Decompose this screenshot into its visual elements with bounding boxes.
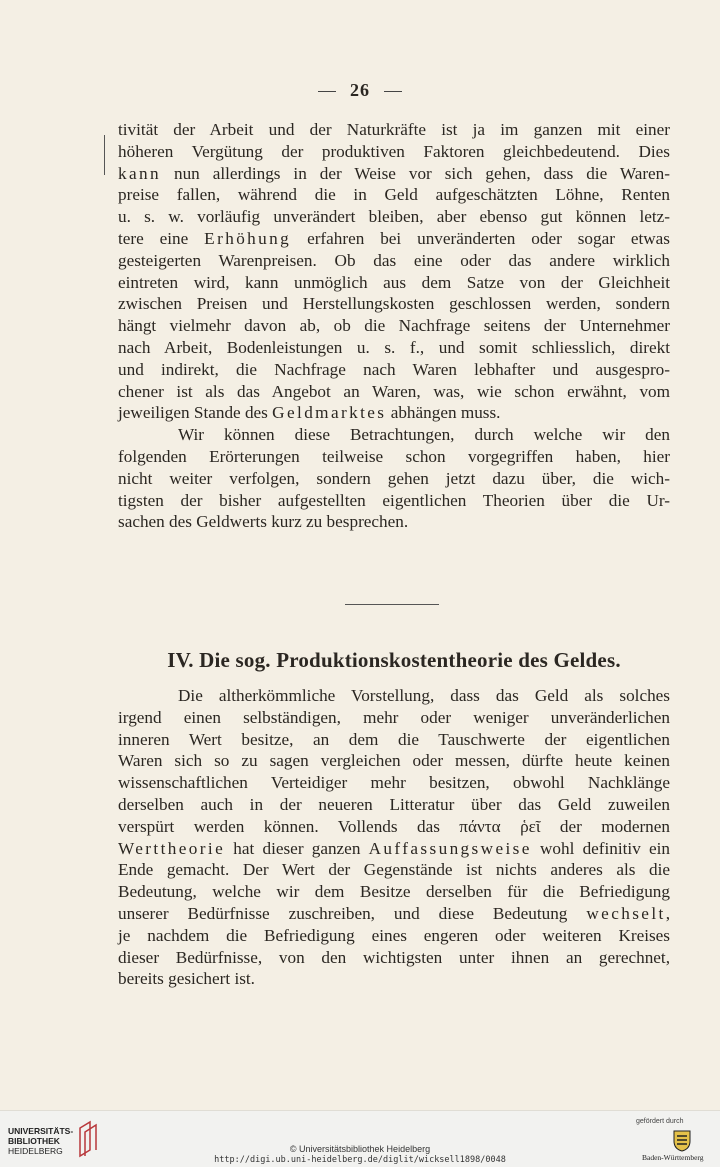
- coat-of-arms-icon: [672, 1128, 692, 1152]
- emphasized-text: Erhöhung: [204, 228, 292, 248]
- section-heading: IV. Die sog. Produktionskostentheorie des Geldes.: [167, 648, 621, 672]
- text-line: [118, 772, 670, 794]
- text-line: [118, 272, 670, 294]
- paragraph: [118, 685, 670, 990]
- text-line: [118, 859, 670, 881]
- text-line: [118, 424, 670, 446]
- funded-by-label: gefördert durch: [636, 1118, 684, 1125]
- source-url[interactable]: http://digi.ub.uni-heidelberg.de/diglit/wicksell1898/0048: [214, 1155, 506, 1165]
- text-run: hat dieser ganzen: [225, 838, 369, 858]
- emphasized-text: Geldmarktes: [272, 403, 387, 423]
- text-line: [118, 293, 670, 315]
- dash-right: [384, 91, 402, 92]
- text-line: [118, 315, 670, 337]
- section-divider: [345, 604, 439, 605]
- text-run: gesteigerten Warenpreisen. Ob das eine oder das andere wirklich: [118, 250, 670, 270]
- text-line: [118, 794, 670, 816]
- text-run: bereits gesichert ist.: [118, 969, 255, 989]
- text-run: Die altherkömmliche Vorstellung, dass das Geld als solches: [178, 686, 670, 705]
- text-run: eintreten wird, kann unmöglich aus dem Satze von der Gleichheit: [118, 272, 670, 292]
- text-run: hängt vielmehr davon ab, ob die Nachfrage seitens der Unternehmer: [118, 316, 670, 336]
- text-run: nicht weiter verfolgen, sondern gehen jetzt dazu über, die wich-: [118, 468, 670, 488]
- text-run: Waren sich so zu sagen vergleichen oder messen, dürfte heute keinen: [118, 751, 670, 771]
- text-line: [118, 750, 670, 772]
- text-run: irgend einen selbständigen, mehr oder weniger unveränderlichen: [118, 707, 670, 727]
- text-run: nun allerdings in der Weise vor sich gehen, dass die Waren-: [161, 163, 670, 183]
- text-run: und indirekt, die Nachfrage nach Waren lebhafter und ausgespro-: [118, 359, 670, 379]
- text-run: dieser Bedürfnisse, von den wichtigsten unter ihnen an gerechnet,: [118, 947, 670, 967]
- text-run: derselben auch in der neueren Litteratur über das Geld zuweilen: [118, 794, 670, 814]
- text-line: [118, 141, 670, 163]
- text-line: [118, 228, 670, 250]
- dash-left: [318, 91, 336, 92]
- page-number: 26: [0, 80, 720, 101]
- text-line: [118, 490, 670, 512]
- text-line: [118, 816, 670, 838]
- text-run: wissenschaftlichen Verteidiger mehr besitzen, obwohl Nachklänge: [118, 773, 670, 793]
- text-run: preise fallen, während die in Geld aufgeschätzten Löhne, Renten: [118, 185, 670, 205]
- text-line: [118, 947, 670, 969]
- text-run: Wir können diese Betrachtungen, durch welche wir den: [178, 425, 670, 445]
- text-line: [118, 707, 670, 729]
- text-run: erfahren bei unveränderten oder sogar etwas: [291, 228, 670, 248]
- text-run: folgenden Erörterungen teilweise schon vorgegriffen haben, hier: [118, 446, 670, 466]
- text-line: [118, 446, 670, 468]
- paragraph-continued: [118, 119, 670, 424]
- body-text-section: [118, 685, 670, 990]
- text-line: [118, 119, 670, 141]
- paragraph: [118, 424, 670, 533]
- text-run: sachen des Geldwerts kurz zu besprechen.: [118, 512, 409, 532]
- text-line: [118, 402, 670, 424]
- text-run: tere eine: [118, 228, 205, 248]
- text-line: [118, 250, 670, 272]
- text-run: höheren Vergütung der produktiven Faktoren gleichbedeutend. Dies: [118, 141, 670, 161]
- emphasized-text: wechselt: [586, 903, 666, 923]
- text-run: zwischen Preisen und Herstellungskosten geschlossen werden, sondern: [118, 294, 670, 314]
- text-line: [118, 206, 670, 228]
- copyright-notice: © Universitätsbibliothek Heidelberg: [289, 1144, 431, 1154]
- text-line: [118, 359, 670, 381]
- text-line: [118, 881, 670, 903]
- emphasized-text: Werttheorie: [118, 838, 226, 858]
- text-run: chener ist als das Angebot an Waren, was, wie schon erwähnt, vom: [118, 381, 670, 401]
- text-run: abhängen muss.: [386, 403, 501, 423]
- text-run: Bedeutung, welche wir dem Besitze derselben für die Befriedigung: [118, 882, 670, 902]
- text-line: [118, 337, 670, 359]
- margin-mark: [104, 135, 105, 175]
- library-name: UNIVERSITÄTS- BIBLIOTHEK HEIDELBERG: [8, 1126, 74, 1156]
- text-run: wohl definitiv ein: [531, 838, 670, 858]
- text-run: inneren Wert besitze, an dem die Tauschwerte der eigentlichen: [118, 729, 670, 749]
- text-line: [118, 511, 670, 533]
- text-run: unserer Bedürfnisse zuschreiben, und diese Bedeutung: [118, 903, 587, 923]
- text-line: [118, 903, 670, 925]
- text-line: [118, 468, 670, 490]
- text-line: [118, 968, 670, 990]
- text-run: verspürt werden können. Vollends das πάντα ῥεῖ der modernen: [118, 816, 670, 836]
- text-line: [118, 685, 670, 707]
- text-run: nach Arbeit, Bodenleistungen u. s. f., und somit schliesslich, direkt: [118, 337, 670, 357]
- text-line: [118, 838, 670, 860]
- text-run: ,: [665, 903, 670, 923]
- text-run: Ende gemacht. Der Wert der Gegenstände ist nichts anderes als die: [118, 860, 670, 880]
- text-line: [118, 163, 670, 185]
- text-run: jeweiligen Stande des: [118, 403, 273, 423]
- text-run: tivität der Arbeit und der Naturkräfte ist ja im ganzen mit einer: [118, 120, 670, 139]
- emphasized-text: Auffassungsweise: [368, 838, 532, 858]
- text-run: u. s. w. vorläufig unverändert bleiben, aber ebenso gut können letz-: [118, 207, 670, 227]
- emphasized-text: kann: [118, 163, 162, 183]
- text-run: je nachdem die Befriedigung eines engeren oder weiteren Kreises: [118, 925, 670, 945]
- text-line: [118, 729, 670, 751]
- body-text-top: [118, 119, 670, 533]
- text-line: [118, 184, 670, 206]
- text-run: tigsten der bisher aufgestellten eigentlichen Theorien über die Ur-: [118, 490, 670, 510]
- funder-name: Baden-Württemberg: [642, 1153, 704, 1162]
- text-line: [118, 925, 670, 947]
- text-line: [118, 381, 670, 403]
